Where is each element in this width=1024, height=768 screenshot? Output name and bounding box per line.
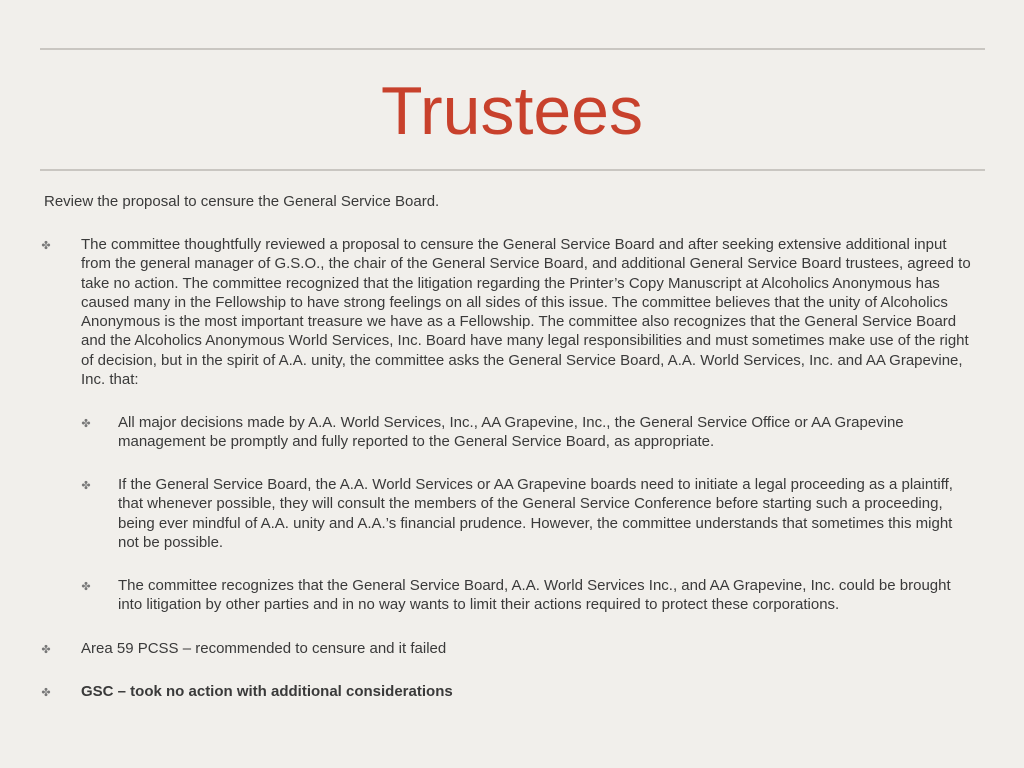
bullet-icon: ✤ bbox=[81, 581, 91, 593]
slide-subtitle: Review the proposal to censure the General Service Board. bbox=[44, 193, 440, 210]
top-divider bbox=[40, 48, 985, 50]
sub-bullet-text: If the General Service Board, the A.A. World Services or AA Grapevine boards need to initiate a legal proceeding as a plaintiff, that whenever possible, they will consult the members of the General Service Conference before starting such a proceeding, being ever mindful of A.A. unity and A.A.’s financial prudence. However, the committee understands that sometimes this might not be possible. bbox=[118, 476, 953, 551]
area-bullet-text: Area 59 PCSS – recommended to censure and it failed bbox=[81, 640, 447, 657]
sub-bullet-text: The committee recognizes that the General Service Board, A.A. World Services Inc., and AA Grapevine, Inc. could be brought into litigation by other parties and in no way wants to limit their actions required to protect these corporations. bbox=[118, 577, 951, 614]
bullet-icon: ✤ bbox=[81, 480, 91, 492]
main-bullet-text: The committee thoughtfully reviewed a proposal to censure the General Service Board and after seeking extensive additional input from the general manager of G.S.O., the chair of the General Service Board, and additional General Service Board trustees, agreed to take no action. The committee recognized that the litigation regarding the Printer’s Copy Manuscript at Alcoholics Anonymous has caused many in the Fellowship to have strong feelings on all sides of this issue. The committee believes that the unity of Alcoholics Anonymous is the most important treasure we have as a Fellowship. The committee also recognizes that the General Service Board and the Alcoholics Anonymous World Services, Inc. Board have many legal responsibilities and must sometimes make use of the right of decision, but in the spirit of A.A. unity, the committee asks the General Service Board, A.A. World Services, Inc. and AA Grapevine, Inc. that: bbox=[81, 236, 971, 389]
gsc-bullet-text: GSC – took no action with additional considerations bbox=[81, 683, 453, 700]
bullet-icon: ✤ bbox=[81, 418, 91, 430]
sub-bullet-text: All major decisions made by A.A. World Services, Inc., AA Grapevine, Inc., the General Service Office or AA Grapevine management be promptly and fully reported to the General Service Board, as appropriate. bbox=[118, 414, 904, 451]
bullet-icon: ✤ bbox=[41, 240, 51, 252]
slide-title: Trustees bbox=[380, 73, 643, 149]
bullet-icon: ✤ bbox=[41, 644, 51, 656]
title-divider bbox=[40, 169, 985, 171]
bullet-icon: ✤ bbox=[41, 687, 51, 699]
